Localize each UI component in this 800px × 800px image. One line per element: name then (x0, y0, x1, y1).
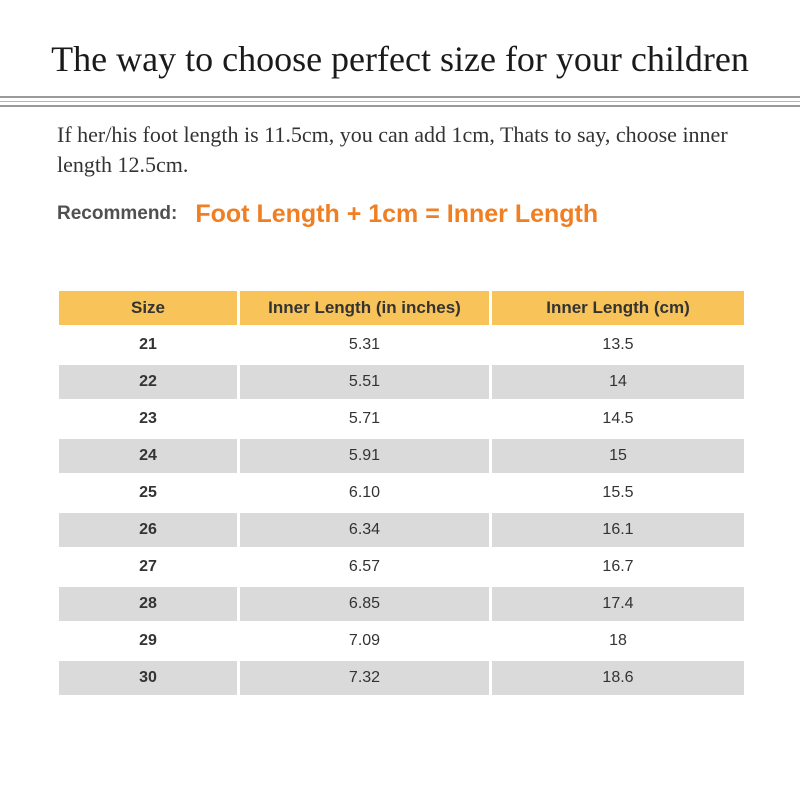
cell-cm: 15.5 (602, 484, 634, 501)
cell-size: 30 (59, 661, 237, 695)
table-row (59, 328, 744, 362)
cell-inches: 6.57 (348, 558, 381, 575)
recommend-label: Recommend: (57, 203, 178, 224)
table-row (59, 476, 744, 510)
table-row (59, 365, 744, 399)
cell-size: 28 (59, 587, 237, 621)
table-row (59, 550, 744, 584)
cell-cm: 16.1 (492, 513, 744, 547)
cell-cm: 16.7 (602, 558, 634, 575)
cell-size: 24 (59, 439, 237, 473)
cell-inches: 5.71 (348, 410, 381, 427)
table-row (59, 661, 744, 695)
table-row (59, 402, 744, 436)
cell-cm: 18.6 (492, 661, 744, 695)
table-row (59, 624, 744, 658)
cell-inches: 7.09 (348, 632, 381, 649)
cell-cm: 18 (609, 632, 627, 649)
cell-inches: 5.91 (240, 439, 489, 473)
divider-line-top (0, 96, 800, 98)
cell-cm: 15 (492, 439, 744, 473)
cell-inches: 5.51 (240, 365, 489, 399)
cell-size: 23 (139, 410, 157, 427)
cell-inches: 5.31 (348, 336, 381, 353)
table-row (59, 439, 744, 473)
sizing-note: If her/his foot length is 11.5cm, you can add 1cm, Thats to say, choose inner length 12.5cm. (57, 122, 728, 177)
divider-line-bottom (0, 105, 800, 107)
page-title: The way to choose perfect size for your children (51, 39, 749, 79)
cell-cm: 14 (492, 365, 744, 399)
table-row (59, 587, 744, 621)
cell-inches: 6.34 (240, 513, 489, 547)
cell-size: 26 (59, 513, 237, 547)
divider-line-middle (0, 101, 800, 102)
cell-cm: 17.4 (492, 587, 744, 621)
header-inner-length-cm: Inner Length (cm) (492, 291, 744, 325)
cell-size: 25 (139, 484, 157, 501)
table-header-row (59, 291, 744, 325)
table-row (59, 513, 744, 547)
cell-cm: 14.5 (602, 410, 634, 427)
cell-cm: 13.5 (602, 336, 634, 353)
cell-size: 22 (59, 365, 237, 399)
recommend-formula: Foot Length + 1cm = Inner Length (195, 199, 599, 228)
recommend-line (57, 196, 598, 232)
size-chart-table (56, 288, 747, 698)
cell-inches: 6.10 (348, 484, 381, 501)
cell-size: 21 (139, 336, 157, 353)
cell-size: 27 (139, 558, 157, 575)
cell-inches: 7.32 (240, 661, 489, 695)
cell-size: 29 (139, 632, 157, 649)
header-size: Size (59, 291, 237, 325)
cell-inches: 6.85 (240, 587, 489, 621)
header-inner-length-inches: Inner Length (in inches) (240, 291, 489, 325)
